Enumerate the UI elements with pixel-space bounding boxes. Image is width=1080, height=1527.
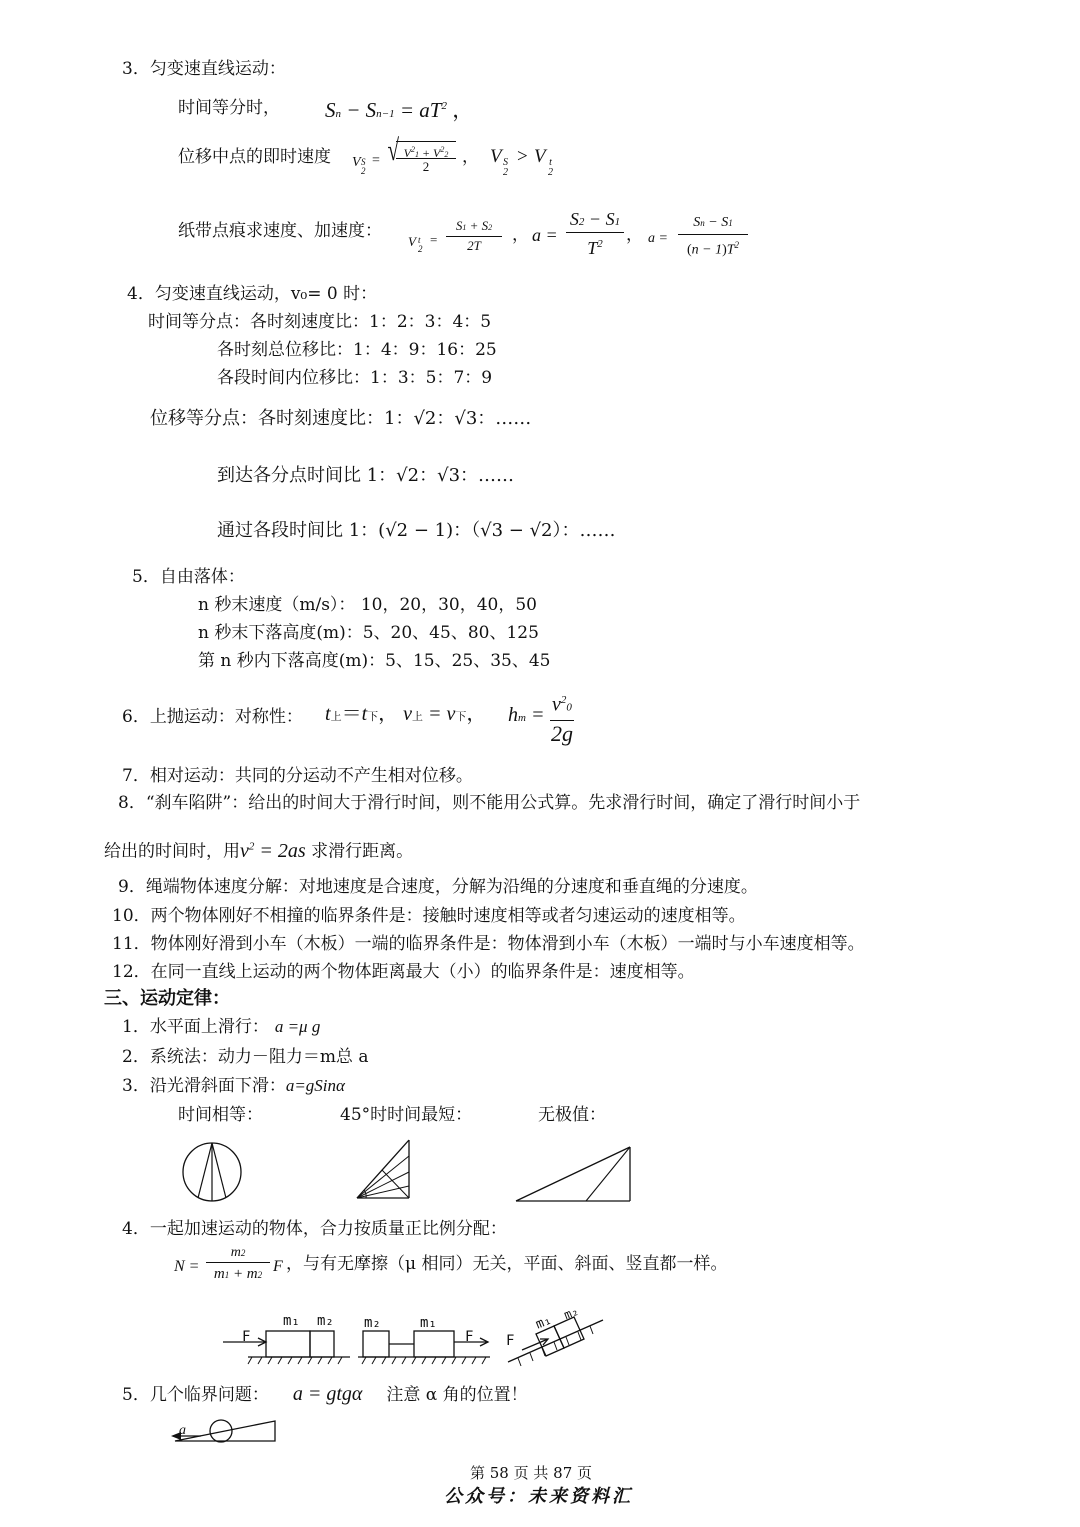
block-label-m1-c: m₁	[533, 1312, 554, 1333]
s3-line3-label: 纸带点痕求速度、加速度：	[178, 221, 382, 241]
sec3-line4: 4．一起加速运动的物体，合力按质量正比例分配：	[122, 1219, 507, 1239]
s4-line4: 位移等分点：各时刻速度比：1：√2：√3：……	[150, 408, 532, 429]
s3-heading: 3．匀变速直线运动：	[122, 59, 286, 79]
block-label-F1: F	[242, 1329, 251, 1345]
sec3-line3-label: 3．沿光滑斜面下滑：	[122, 1076, 286, 1096]
sec3-line4-F: F	[273, 1258, 283, 1275]
s6-hm-formula: hm =	[508, 704, 545, 726]
s4-line1: 时间等分点：各时刻速度比：1：2：3：4：5	[148, 312, 492, 332]
block-label-m1-a: m₁	[283, 1313, 300, 1329]
s8-line1: 8．“刹车陷阱”：给出的时间大于滑行时间，则不能用公式算。先求滑行时间，确定了滑行时间小于	[118, 793, 861, 813]
ball-acceleration-label: a	[179, 1423, 186, 1438]
sec3-line4-fraction: m2 m1 + m2	[206, 1244, 270, 1286]
watermark: 公众号：未来资料汇	[444, 1486, 633, 1507]
sec3-line3	[122, 1075, 345, 1097]
s8-line2-formula: $v^2 = 2as$	[240, 839, 306, 862]
block-label-m2-c: m₂	[561, 1303, 581, 1323]
block-label-F2: F	[465, 1329, 474, 1345]
s9-line: 9．绳端物体速度分解：对地速度是合速度，分解为沿绳的分速度和垂直绳的分速度。	[118, 877, 758, 897]
fig-label-equal-time: 时间相等：	[178, 1105, 263, 1125]
sec3-heading: 三、运动定律：	[104, 988, 230, 1009]
s10-line: 10．两个物体刚好不相撞的临界条件是：接触时速度相等或者匀速运动的速度相等。	[112, 906, 746, 926]
s4-line5: 到达各分点时间比 1：√2：√3：……	[217, 465, 515, 486]
sec3-line1-label: 1．水平面上滑行：	[122, 1017, 269, 1037]
block-label-m2-b: m₂	[364, 1315, 381, 1331]
s7-line: 7．相对运动：共同的分运动不产生相对位移。	[122, 766, 473, 786]
s3-line1-formula: $Sn - Sn-1 = aT^2$ ，	[325, 98, 474, 122]
block-label-m2-a: m₂	[317, 1313, 334, 1329]
fig-label-no-extreme: 无极值：	[538, 1105, 606, 1125]
s5-heading: 5．自由落体：	[132, 567, 245, 587]
sec3-line1	[122, 1016, 320, 1038]
s6-hm-fraction: $v^20$ 2g	[550, 693, 573, 746]
s5-line3: 第 n 秒内下落高度(m)：5、15、25、35、45	[198, 651, 551, 671]
s6-text: 6．上抛运动：对称性：	[122, 707, 303, 727]
s3-line1-label: 时间等分时，	[178, 98, 280, 118]
block-label-m1-b: m₁	[420, 1315, 437, 1331]
no-extreme-incline-figure	[514, 1144, 634, 1204]
blocks-diagram	[218, 1304, 613, 1374]
fig-label-45deg: 45°时时间最短：	[340, 1105, 473, 1125]
sec3-line2: 2．系统法：动力－阻力＝m总 a	[122, 1047, 369, 1067]
sec3-line5-note: 注意 α 角的位置！	[386, 1385, 528, 1405]
circle-incline-figure	[180, 1140, 244, 1204]
s4-line6: 通过各段时间比 1：(√2 − 1)：（√3 − √2）：……	[217, 520, 616, 541]
s5-line2: n 秒末下落高度(m)：5、20、45、80、125	[198, 623, 539, 643]
sec3-line4-note: ，与有无摩擦（μ 相同）无关，平面、斜面、竖直都一样。	[286, 1254, 728, 1274]
page-number: 第 58 页 共 87 页	[470, 1464, 593, 1482]
s4-line3: 各段时间内位移比：1：3：5：7：9	[217, 368, 493, 388]
s5-line1: n 秒末速度（m/s）： 10，20，30，40，50	[198, 595, 537, 615]
s11-line: 11．物体刚好滑到小车（木板）一端的临界条件是：物体滑到小车（木板）一端时与小车速度相等。	[112, 934, 865, 954]
s6-formula: t上＝t下， v上 = v下，	[325, 703, 487, 725]
sec3-line4-N: N =	[174, 1258, 200, 1275]
s4-heading: 4．匀变速直线运动，v₀= 0 时：	[127, 284, 378, 304]
sec3-line1-formula: a =μ g	[274, 1017, 321, 1036]
s8-line2-pre: 给出的时间时，用	[104, 841, 240, 862]
sec3-line5-formula: a = gtgα	[292, 1383, 363, 1405]
s4-line2: 各时刻总位移比：1：4：9：16：25	[217, 340, 497, 360]
s8-line2	[104, 835, 413, 863]
s12-line: 12．在同一直线上运动的两个物体距离最大（小）的临界条件是：速度相等。	[112, 962, 695, 982]
sec3-line5	[122, 1383, 528, 1406]
sec3-line5-label: 5．几个临界问题：	[122, 1385, 269, 1405]
sec3-line3-formula: a=gSinα	[285, 1076, 345, 1095]
45deg-incline-figure	[352, 1136, 412, 1202]
s3-line2-label: 位移中点的即时速度	[178, 147, 331, 167]
s8-line2-post: 求滑行距离。	[311, 841, 414, 862]
block-label-F3: F	[506, 1333, 515, 1349]
